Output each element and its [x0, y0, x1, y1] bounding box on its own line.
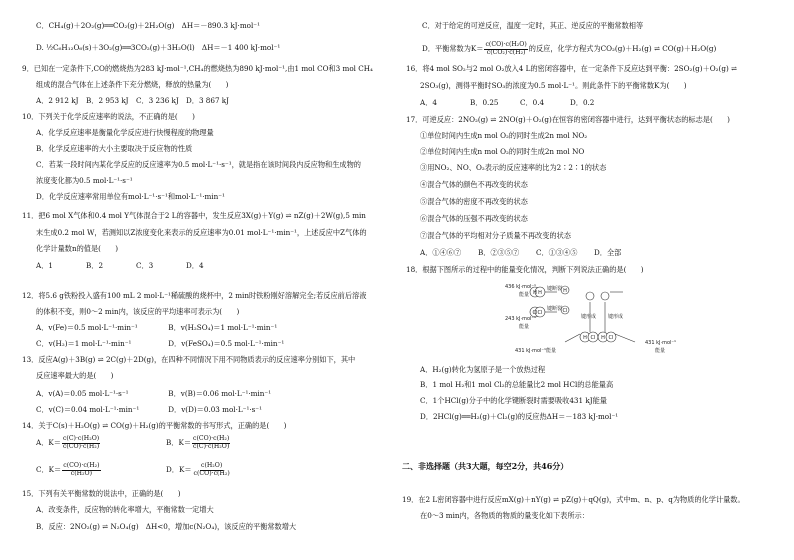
q16-line1: 16．将4 mol SO₂与2 mol O₂放入4 L的密闭容器中，在一定条件下反应达到平衡：2SO₂(g)＋O₂(g) ⇌ [406, 64, 738, 73]
energy-word-1: 能量 [519, 292, 530, 298]
q15-d-fraction [484, 42, 527, 56]
q11-line3: 化学计量数n的值是( ) [36, 244, 119, 253]
atom-label-3: H [563, 288, 567, 294]
energy-label-243: 243 kJ·mol⁻¹ [505, 316, 537, 322]
q17-option-a: A．①④⑥⑦ [420, 248, 462, 257]
q13-options-cd [36, 406, 298, 413]
q10-option-d: D．化学反应速率常用单位有mol·L⁻¹·s⁻¹和mol·L⁻¹·min⁻¹ [36, 192, 225, 201]
atom-h-mid [586, 292, 594, 300]
q11-option-d: D．4 [186, 261, 204, 270]
q13-options-ab [36, 390, 298, 397]
q17-item1: ①单位时间内生成n mol O₂的同时生成2n mol NO₂ [420, 131, 588, 140]
q15-d-denominator: c(CO₂)·c(H₂) [486, 48, 526, 56]
q14-option-c [36, 463, 102, 477]
q19-line1: 19．在2 L密闭容器中进行反应mX(g)＋nY(g) ⇌ pZ(g)＋qQ(g)，式中m、n、p、q为物质的化学计量数。 [402, 495, 745, 504]
atom-label-9: H [601, 335, 605, 341]
atom-label-6: Cl [562, 308, 568, 314]
q14-b-fraction [192, 436, 230, 450]
q17-item3: ③用NO₂、NO、O₂表示的反应速率的比为2∶2∶1的状态 [420, 163, 607, 172]
q16-options [420, 99, 620, 106]
q9-line1: 9．已知在一定条件下,CO的燃烧热为283 kJ·mol⁻¹,CH₄的燃烧热为890 kJ·mol⁻¹,由1 mol CO和3 mol CH₄ [22, 64, 373, 73]
q10-option-c2: 浓度变化都为0.5 mol·L⁻¹·s⁻¹ [36, 176, 133, 185]
q10-option-b: B．化学反应速率的大小主要取决于反应物的性质 [36, 144, 193, 153]
energy-word-4: 能量 [655, 348, 666, 354]
q9-line2: 组成的混合气体在上述条件下充分燃烧，释放的热量为( ) [36, 80, 229, 89]
q15-stem: 15．下列有关平衡常数的说法中，正确的是( ) [22, 489, 181, 498]
q18-option-a: A．H₂(g)转化为氢原子是一个放热过程 [420, 365, 546, 374]
q17-item2: ②单位时间内生成n mol O₂的同时生成2n mol NO [420, 147, 585, 156]
q17-item5: ⑤混合气体的密度不再改变的状态 [420, 197, 528, 206]
q11-options [36, 262, 236, 269]
q16-option-b: B．0.25 [470, 98, 499, 107]
q14-d-fraction [193, 463, 231, 477]
q9-option-d: D．3 867 kJ [186, 96, 230, 105]
q19-line2: 在0～3 min内，各物质的物质的量变化如下表所示： [420, 511, 589, 520]
q15-option-a: A．改变条件，反应物的转化率增大，平衡常数一定增大 [36, 505, 214, 514]
q14-a-denominator: c(CO)·c(H₂) [62, 442, 100, 450]
q14-d-label: D．K＝ [166, 465, 192, 474]
q16-option-c: C．0.4 [520, 98, 545, 107]
q15-option-b: B．反应：2NO₂(g) ⇌ N₂O₄(g) ΔH<0，增加c(N₂O₄)，该反应的平衡常数增大 [36, 522, 297, 531]
q16-option-d: D．0.2 [570, 98, 595, 107]
q17-options [420, 249, 652, 256]
q14-d-denominator: c(CO)·c(H₂) [193, 469, 230, 477]
q14-a-label: A．K＝ [36, 438, 61, 447]
q9-option-a: A．2 912 kJ [36, 96, 79, 105]
q14-option-b [166, 436, 231, 450]
q15-d-equation: 的反应，化学方程式为CO₂(g)＋H₂(g) ⇌ CO(g)＋H₂O(g) [528, 44, 717, 53]
q16-option-a: A．4 [420, 98, 437, 107]
atom-label-7: H [583, 335, 587, 341]
q18-option-c: C．1个HCl(g)分子中的化学键断裂时需要吸收431 kJ能量 [420, 396, 607, 405]
q15-option-c: C．对于给定的可逆反应，温度一定时，其正、逆反应的平衡常数相等 [422, 21, 644, 30]
q18-option-b: B．1 mol H₂和1 mol Cl₂的总能量比2 mol HCl的总能量高 [420, 380, 614, 389]
q12-line2: 的体积不变，则0～2 min内，该反应的平均速率可表示为( ) [36, 307, 240, 316]
label-bond-break-1: 键断裂 [547, 286, 563, 292]
q11-option-c: C．3 [136, 261, 154, 270]
q14-option-a [36, 436, 101, 450]
q15-option-d [422, 42, 716, 56]
q12-options-ab [36, 324, 298, 331]
q14-a-numerator: c(C)·c(H₂O) [62, 435, 100, 442]
q18-energy-diagram [505, 282, 705, 362]
q17-option-b: B．②③⑤⑦ [478, 248, 520, 257]
arrow-right-release [615, 334, 635, 342]
q13-option-d: D．v(D)＝0.03 mol·L⁻¹·s⁻¹ [168, 405, 262, 414]
atom-label-4: Cl [532, 310, 538, 316]
atom-label-2: H [538, 290, 542, 296]
q14-c-denominator: c(H₂O) [70, 469, 92, 477]
q12-options-cd [36, 340, 298, 347]
q14-b-denominator: c(C)·c(H₂O) [193, 442, 230, 450]
energy-label-431-right: 431 kJ·mol⁻¹ [645, 340, 677, 346]
atom-label-8: Cl [590, 335, 596, 341]
q12-option-a: A．v(Fe)＝0.5 mol·L⁻¹·min⁻¹ [36, 323, 138, 332]
q10-option-a: A．化学反应速率是衡量化学反应进行快慢程度的物理量 [36, 128, 214, 137]
energy-label-436: 436 kJ·mol⁻¹ [505, 284, 537, 290]
q17-item7: ⑦混合气体的平均相对分子质量不再改变的状态 [420, 231, 571, 240]
arrow-left-release [565, 334, 580, 342]
q9-option-b: B．2 953 kJ [86, 96, 129, 105]
label-bond-form-2: 键形成 [608, 314, 624, 320]
atom-label-10: Cl [608, 335, 614, 341]
q14-stem: 14．关于C(s)＋H₂O(g) ⇌ CO(g)＋H₂(g)的平衡常数的书写形式，正确的是( ) [22, 421, 287, 430]
q11-option-a: A．1 [36, 261, 53, 270]
energy-label-431-left: 431 kJ·mol⁻¹能量 [515, 348, 557, 354]
q14-c-fraction [62, 463, 100, 477]
q15-d-numerator: c(CO)·c(H₂O) [485, 41, 527, 48]
label-bond-break-2: 键断裂 [547, 306, 563, 312]
energy-word-2: 能量 [519, 324, 530, 330]
q12-option-d: D．v(FeSO₄)＝0.5 mol·L⁻¹·min⁻¹ [168, 339, 285, 348]
q16-line2: 2SO₃(g)，测得平衡时SO₃的浓度为0.5 mol·L⁻¹。则此条件下的平衡常数K为( ) [420, 81, 687, 90]
q13-option-c: C．v(C)＝0.04 mol·L⁻¹·min⁻¹ [36, 405, 140, 414]
right-column [398, 0, 794, 560]
q17-item6: ⑥混合气体的压强不再改变的状态 [420, 214, 528, 223]
q13-option-a: A．v(A)＝0.05 mol·L⁻¹·s⁻¹ [36, 389, 129, 398]
q14-c-numerator: c(CO)·c(H₂) [63, 462, 100, 469]
atom-label-1: H [533, 290, 537, 296]
q11-line2: 末生成0.2 mol W，若测知以Z浓度变化来表示的反应速率为0.01 mol·L⁻¹·min⁻¹，上述反应中Z气体的 [36, 228, 367, 237]
diagram-atoms [530, 286, 616, 342]
q13-option-b: B．v(B)＝0.06 mol·L⁻¹·min⁻¹ [168, 389, 272, 398]
atom-cl-mid [601, 292, 609, 300]
q18-option-d: D．2HCl(g)══H₂(g)＋Cl₂(g)的反应热ΔH＝－183 kJ·mol⁻¹ [420, 412, 619, 421]
q12-option-b: B．v(H₂SO₄)＝1 mol·L⁻¹·min⁻¹ [168, 323, 278, 332]
q14-b-numerator: c(CO)·c(H₂) [193, 435, 230, 442]
q9-options [36, 97, 236, 104]
q17-stem: 17．可逆反应：2NO₂(g) ⇌ 2NO(g)＋O₂(g)在恒容的密闭容器中进行，达到平衡状态的标志是( ) [406, 115, 730, 124]
q11-option-b: B．2 [86, 261, 104, 270]
q15-d-label: D．平衡常数为K＝ [422, 44, 484, 53]
q12-line1: 12．将5.6 g铁粉投入盛有100 mL 2 mol·L⁻¹稀硫酸的烧杯中，2 min时铁粉刚好溶解完全;若反应前后溶液 [22, 291, 367, 300]
q17-item4: ④混合气体的颜色不再改变的状态 [420, 180, 528, 189]
option-c-methane: C．CH₄(g)＋2O₂(g)══CO₂(g)＋2H₂O(g) ΔH＝－890.3 kJ·mol⁻¹ [36, 21, 260, 30]
q12-option-c: C．v(H₂)＝1 mol·L⁻¹·min⁻¹ [36, 339, 132, 348]
q10-option-c1: C．若某一段时间内某化学反应的反应速率为0.5 mol·L⁻¹·s⁻¹，就是指在该时间段内反应物和生成物的 [36, 160, 361, 169]
q14-c-label: C．K＝ [36, 465, 62, 474]
label-bond-form-1: 键形成 [581, 314, 597, 320]
section-2-heading: 二、非选择题（共3大题，每空2分，共46分） [402, 461, 569, 471]
q14-option-d [166, 463, 232, 477]
option-d-glucose: D. ½C₆H₁₂O₆(s)＋3O₂(g)══3CO₂(g)＋3H₂O(l) ΔH＝－1 400 kJ·mol⁻¹ [36, 43, 281, 52]
q13-line2: 反应速率最大的是( ) [36, 371, 114, 380]
q11-line1: 11．把6 mol X气体和0.4 mol Y气体混合于2 L的容器中，发生反应3X(g)＋Y(g) ⇌ nZ(g)＋2W(g),5 min [22, 211, 366, 220]
q14-d-numerator: c(H₂O) [201, 462, 223, 469]
q17-option-d: D．全部 [594, 248, 622, 257]
q17-option-c: C．①③④⑤ [536, 248, 578, 257]
q18-stem: 18．根据下图所示的过程中的能量变化情况，判断下列说法正确的是( ) [406, 265, 644, 274]
q10-stem: 10．下列关于化学反应速率的说法，不正确的是( ) [22, 112, 195, 121]
q14-b-label: B．K＝ [166, 438, 192, 447]
q9-option-c: C．3 236 kJ [136, 96, 179, 105]
q14-a-fraction [62, 436, 100, 450]
q13-line1: 13．反应A(g)＋3B(g) ⇌ 2C(g)＋2D(g)，在四种不同情况下用不同物质表示的反应速率分别如下，其中 [22, 355, 356, 364]
atom-label-5: Cl [537, 310, 543, 316]
